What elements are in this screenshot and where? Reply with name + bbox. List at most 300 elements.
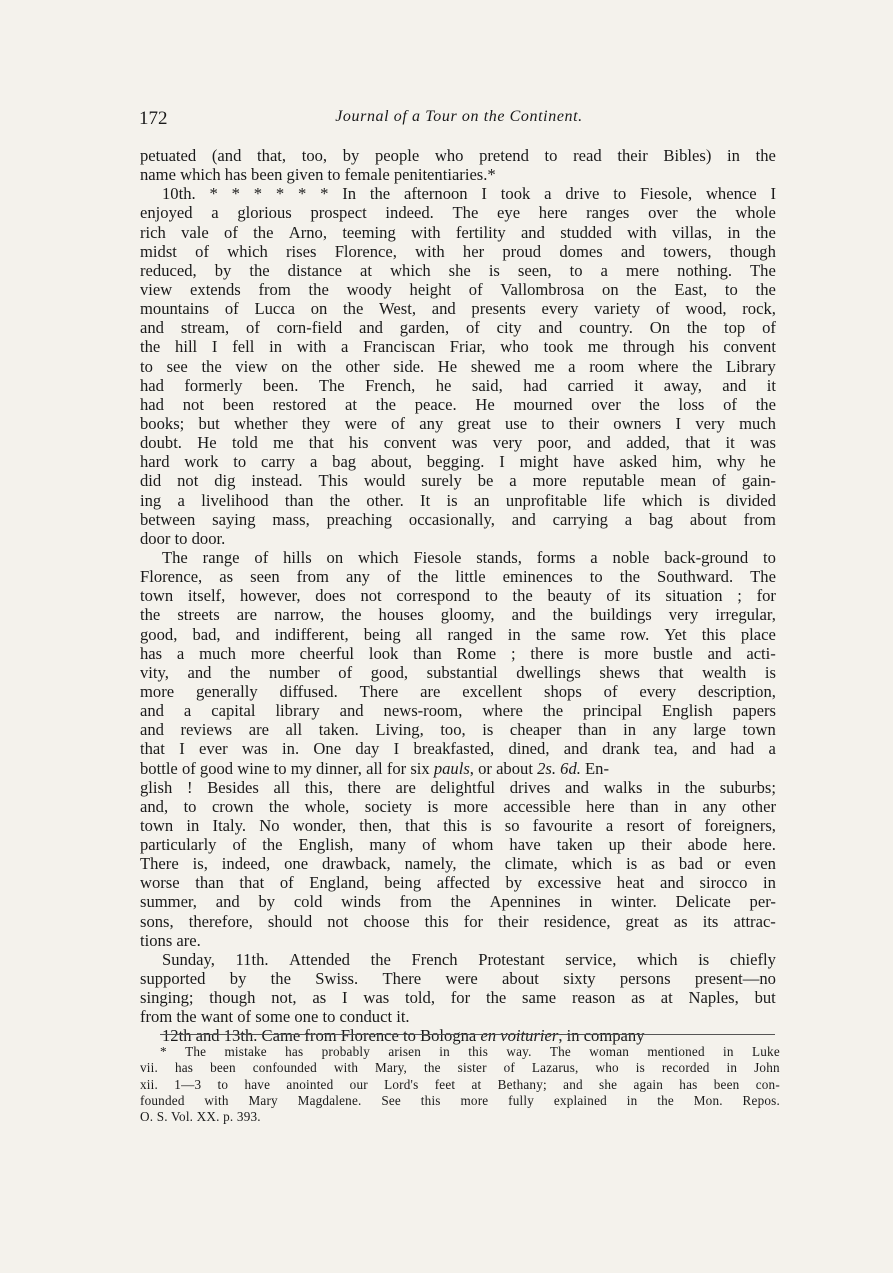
word: every — [541, 299, 579, 319]
word: range — [202, 547, 240, 567]
word: proud — [502, 241, 542, 261]
word: to — [613, 184, 627, 204]
word: generally — [195, 681, 258, 701]
word: sister — [457, 1060, 487, 1076]
word: beauty — [547, 586, 592, 606]
text-line — [140, 414, 776, 433]
word: the — [552, 605, 573, 625]
text-line — [140, 605, 776, 624]
word: good, — [140, 624, 178, 644]
word: xii. — [140, 1076, 159, 1092]
word: and — [538, 318, 563, 338]
word: towers, — [663, 241, 712, 261]
text-line — [140, 261, 776, 280]
word: feet — [434, 1076, 456, 1092]
word: of — [723, 394, 737, 414]
word: vii. — [140, 1060, 159, 1076]
text-line — [140, 912, 776, 931]
word: and — [339, 701, 364, 721]
word: over — [648, 203, 678, 223]
word: of — [195, 241, 209, 261]
text-segment: 12th and 13th. Came from Florence to Bologna — [162, 1026, 481, 1046]
word: the — [755, 222, 776, 242]
word: and — [520, 222, 545, 242]
word: with — [296, 337, 327, 357]
word: had — [140, 394, 164, 414]
word: about, — [370, 452, 412, 472]
word: diffused. — [279, 681, 338, 701]
word: eminences — [502, 567, 573, 587]
word: it — [725, 433, 735, 453]
word: instead. — [251, 471, 303, 491]
word: her — [462, 241, 485, 261]
word: * — [320, 184, 329, 204]
word: in — [723, 1044, 734, 1059]
word: here — [538, 203, 568, 223]
word: and — [358, 318, 383, 338]
word: Repos. — [742, 1092, 780, 1108]
word: even — [744, 854, 776, 874]
word: Mary, — [375, 1060, 408, 1076]
word: the — [450, 892, 471, 912]
word: from — [258, 279, 291, 299]
word: than — [630, 796, 659, 816]
word: noble — [612, 547, 650, 567]
word: did — [140, 471, 162, 491]
word: recorded — [661, 1060, 710, 1076]
word: by — [505, 873, 523, 893]
word: of — [224, 222, 238, 242]
word: studded — [560, 222, 612, 242]
word: he — [435, 375, 452, 395]
word: to — [233, 452, 247, 472]
word: is — [626, 854, 638, 874]
word: a — [605, 815, 614, 835]
word: on — [326, 547, 344, 567]
text-line — [140, 433, 776, 452]
word: walks — [603, 777, 643, 797]
word: to — [183, 796, 197, 816]
word: to — [569, 260, 583, 280]
word: This — [318, 471, 348, 491]
word: so — [504, 815, 520, 835]
word: teeming — [342, 222, 396, 242]
word: and — [707, 643, 732, 663]
word: much — [739, 413, 776, 433]
word: crown — [211, 796, 254, 816]
word: the — [684, 777, 706, 797]
word: here — [586, 796, 615, 816]
word: preaching — [326, 509, 393, 529]
text-line — [140, 835, 776, 854]
word: buildings — [589, 605, 652, 625]
word: There — [140, 854, 179, 874]
word: bad — [678, 854, 703, 874]
word: I — [481, 184, 487, 204]
word: view — [140, 279, 173, 299]
word: and — [563, 739, 588, 759]
word: took — [500, 184, 531, 204]
word: very — [695, 413, 725, 433]
word: took — [543, 337, 574, 357]
word: great — [457, 413, 491, 433]
word: worse — [140, 873, 180, 893]
word: wealth — [702, 662, 747, 682]
word: at — [660, 988, 673, 1008]
word: variety — [594, 299, 641, 319]
word: a — [509, 471, 517, 491]
word: is — [635, 1060, 645, 1076]
word: mass, — [272, 509, 310, 529]
word: from — [296, 567, 329, 587]
word: the — [542, 701, 564, 721]
word: told, — [405, 988, 435, 1008]
word: and — [140, 720, 164, 740]
word: they — [301, 413, 331, 433]
word: the — [140, 337, 161, 357]
word: as — [219, 567, 234, 587]
word: the — [639, 394, 660, 414]
word: and — [565, 777, 589, 797]
word: me — [273, 433, 294, 453]
word: large — [693, 720, 727, 740]
word: the — [485, 988, 507, 1008]
word: was — [363, 988, 390, 1008]
word: in — [579, 892, 593, 912]
word: dined, — [508, 739, 550, 759]
word: ; — [737, 586, 742, 606]
word: extends — [190, 279, 241, 299]
word: same — [522, 988, 557, 1008]
word: by — [214, 260, 232, 280]
word: the — [696, 203, 717, 223]
word: midst — [140, 241, 177, 261]
word: stream, — [180, 318, 230, 338]
word: were — [445, 969, 478, 989]
word: confounded — [252, 1060, 317, 1076]
word: I — [342, 988, 348, 1008]
word: of — [503, 1060, 515, 1076]
word: ; — [510, 643, 516, 663]
word: other — [345, 356, 380, 376]
text-line: name which has been given to female penitentiaries.* — [140, 165, 496, 185]
word: rich — [140, 222, 166, 242]
word: enjoyed — [140, 203, 193, 223]
word: the — [512, 586, 533, 606]
word: the — [417, 567, 439, 587]
word: Delicate — [675, 892, 731, 912]
text-line — [140, 280, 776, 299]
word: his — [689, 337, 709, 357]
word: See — [381, 1092, 401, 1108]
word: with — [627, 222, 657, 242]
word: is — [446, 490, 458, 510]
word: great — [625, 911, 659, 931]
word: the — [308, 279, 329, 299]
text-line — [140, 969, 776, 988]
text-line — [140, 452, 776, 471]
word: persons — [619, 969, 671, 989]
word: particularly — [140, 835, 217, 855]
word: which — [390, 260, 431, 280]
word: a — [624, 509, 633, 529]
text-line: door to door. — [140, 528, 226, 548]
word: poor, — [537, 433, 572, 453]
word: rises — [286, 241, 317, 261]
word: sons, — [140, 911, 174, 931]
word: stands, — [476, 547, 522, 567]
word: namely, — [404, 854, 457, 874]
word: No — [259, 815, 280, 835]
word: the — [755, 279, 776, 299]
word: bustle — [653, 643, 693, 663]
word: papers — [732, 701, 776, 721]
text-line — [140, 223, 776, 242]
word: presents — [471, 299, 526, 319]
word: of — [224, 299, 239, 319]
word: convent — [723, 337, 776, 357]
word: is — [698, 949, 710, 969]
word: and — [586, 433, 611, 453]
word: that — [685, 433, 711, 453]
word: city — [496, 318, 522, 338]
word: that — [239, 873, 265, 893]
word: a — [568, 356, 576, 376]
word: correspond — [396, 586, 471, 606]
word: loss — [678, 394, 705, 414]
word: woody — [346, 279, 392, 299]
word: view — [235, 356, 268, 376]
word: capital — [211, 701, 256, 721]
word: the — [253, 222, 274, 242]
word: affected — [436, 873, 490, 893]
word: vity, — [140, 662, 169, 682]
word: delightful — [430, 777, 496, 797]
word: Fiesole, — [640, 184, 693, 204]
word: afternoon — [404, 184, 468, 204]
word: to — [589, 567, 603, 587]
word: fell — [232, 337, 255, 357]
word: to — [217, 1076, 229, 1092]
word: whole, — [304, 796, 350, 816]
word: and — [215, 892, 240, 912]
word: not — [327, 911, 349, 931]
word: too, — [301, 146, 328, 165]
word: was — [750, 433, 776, 453]
word: but — [754, 988, 776, 1008]
word: dwellings — [516, 662, 581, 682]
text-segment: En- — [580, 758, 609, 778]
word: service, — [565, 949, 617, 969]
text-line — [140, 854, 776, 873]
word: had — [523, 375, 548, 395]
word: gain- — [741, 471, 776, 491]
word: John — [754, 1060, 780, 1076]
word: town — [140, 815, 174, 835]
word: much — [199, 643, 236, 663]
word: and — [620, 241, 645, 261]
word: reviews — [180, 720, 233, 740]
word: very — [668, 605, 699, 625]
word: narrow, — [274, 605, 325, 625]
word: acti- — [746, 643, 776, 663]
word: shewed — [470, 356, 521, 376]
word: a — [544, 184, 552, 204]
word: seen, — [517, 260, 552, 280]
word: the — [375, 394, 396, 414]
word: rock, — [742, 299, 776, 319]
word: the — [343, 299, 364, 319]
word: surely — [421, 471, 462, 491]
word: all — [273, 777, 291, 797]
word: Franciscan — [363, 337, 436, 357]
word: too, — [440, 720, 466, 740]
word: There — [382, 969, 422, 989]
word: fertility — [455, 222, 506, 242]
word: his — [349, 433, 369, 453]
word: the — [535, 624, 557, 644]
word: wood, — [685, 299, 727, 319]
word: mountains — [140, 299, 210, 319]
word: Lazarus, — [531, 1060, 579, 1076]
word: climate, — [504, 854, 558, 874]
word: not — [360, 586, 382, 606]
word: cheaper — [509, 720, 562, 740]
text-line — [140, 471, 776, 490]
word: sixty — [563, 969, 596, 989]
word: residence, — [543, 911, 611, 931]
word: prospect — [310, 203, 367, 223]
word: in — [269, 337, 282, 357]
word: our — [349, 1076, 368, 1092]
word: Friar, — [449, 337, 486, 357]
word: not — [177, 471, 199, 491]
word: by — [229, 969, 247, 989]
word: to — [541, 413, 555, 433]
word: does — [315, 586, 346, 606]
word: ! — [186, 777, 193, 797]
word: should — [267, 911, 313, 931]
word: place — [740, 624, 776, 644]
text-line — [140, 376, 776, 395]
word: attrac- — [733, 911, 776, 931]
word: been — [222, 394, 255, 414]
word: in — [726, 1060, 738, 1076]
word: French — [411, 949, 458, 969]
word: this — [420, 1092, 441, 1108]
word: I — [770, 184, 776, 204]
word: back-ground — [664, 547, 749, 567]
word: me — [534, 356, 555, 376]
word: a — [309, 452, 318, 472]
word: all — [285, 720, 303, 740]
word: the — [249, 260, 270, 280]
word: good, — [370, 662, 409, 682]
word: winter. — [611, 892, 657, 912]
word: doubt. — [140, 433, 182, 453]
word: that — [658, 662, 684, 682]
word: on — [281, 356, 298, 376]
word: on — [602, 279, 619, 299]
word: * — [231, 184, 240, 204]
word: a — [341, 337, 349, 357]
word: which — [571, 854, 613, 874]
word: arisen — [388, 1044, 422, 1059]
word: and — [660, 873, 684, 893]
word: same — [571, 624, 606, 644]
word: than — [413, 643, 442, 663]
word: The — [750, 567, 776, 587]
word: 1—3 — [174, 1076, 202, 1092]
text-segment-italic: pauls — [433, 758, 470, 778]
word: a — [768, 739, 776, 759]
word: I — [179, 739, 185, 759]
word: as — [651, 854, 665, 874]
word: mere — [625, 260, 660, 280]
word: there — [530, 643, 564, 663]
text-line — [140, 395, 776, 414]
word: by — [342, 146, 360, 165]
word: favourite — [532, 815, 593, 835]
word: East, — [674, 279, 708, 299]
word: I — [211, 337, 218, 357]
word: whole — [735, 203, 776, 223]
word: more — [250, 643, 285, 663]
word: Bibles) — [663, 146, 712, 165]
word: of — [246, 318, 260, 338]
word: of — [391, 413, 405, 433]
word: The — [452, 203, 479, 223]
word: * — [275, 184, 285, 204]
word: of — [603, 681, 618, 701]
word: principal — [583, 701, 643, 721]
word: top — [724, 318, 746, 338]
word: been. — [262, 375, 299, 395]
word: its — [634, 586, 651, 606]
word: supported — [140, 969, 206, 989]
word: hill — [175, 337, 198, 357]
word: chiefly — [729, 949, 776, 969]
text-line — [140, 701, 776, 720]
word: added, — [626, 433, 670, 453]
word: ranges — [586, 203, 630, 223]
word: to — [484, 586, 498, 606]
word: Swiss. — [315, 969, 359, 989]
word: probably — [321, 1044, 371, 1059]
word: has — [140, 643, 163, 663]
word: though — [209, 988, 256, 1008]
word: The — [162, 547, 188, 567]
body-text — [140, 146, 776, 1046]
word: the — [470, 854, 491, 874]
word: their — [568, 413, 600, 433]
word: look — [368, 643, 399, 663]
word: domes — [559, 241, 603, 261]
word: or — [716, 854, 731, 874]
word: divided — [726, 490, 776, 510]
word: accessible — [503, 796, 571, 816]
word: English, — [298, 835, 354, 855]
page-header — [139, 108, 779, 134]
word: she — [448, 260, 471, 280]
word: breakfasted, — [413, 739, 495, 759]
word: any — [702, 796, 727, 816]
word: and — [722, 375, 747, 395]
text-line — [140, 357, 776, 376]
word: Magdalene. — [297, 1092, 362, 1108]
word: that — [308, 433, 334, 453]
word: The — [750, 260, 776, 280]
